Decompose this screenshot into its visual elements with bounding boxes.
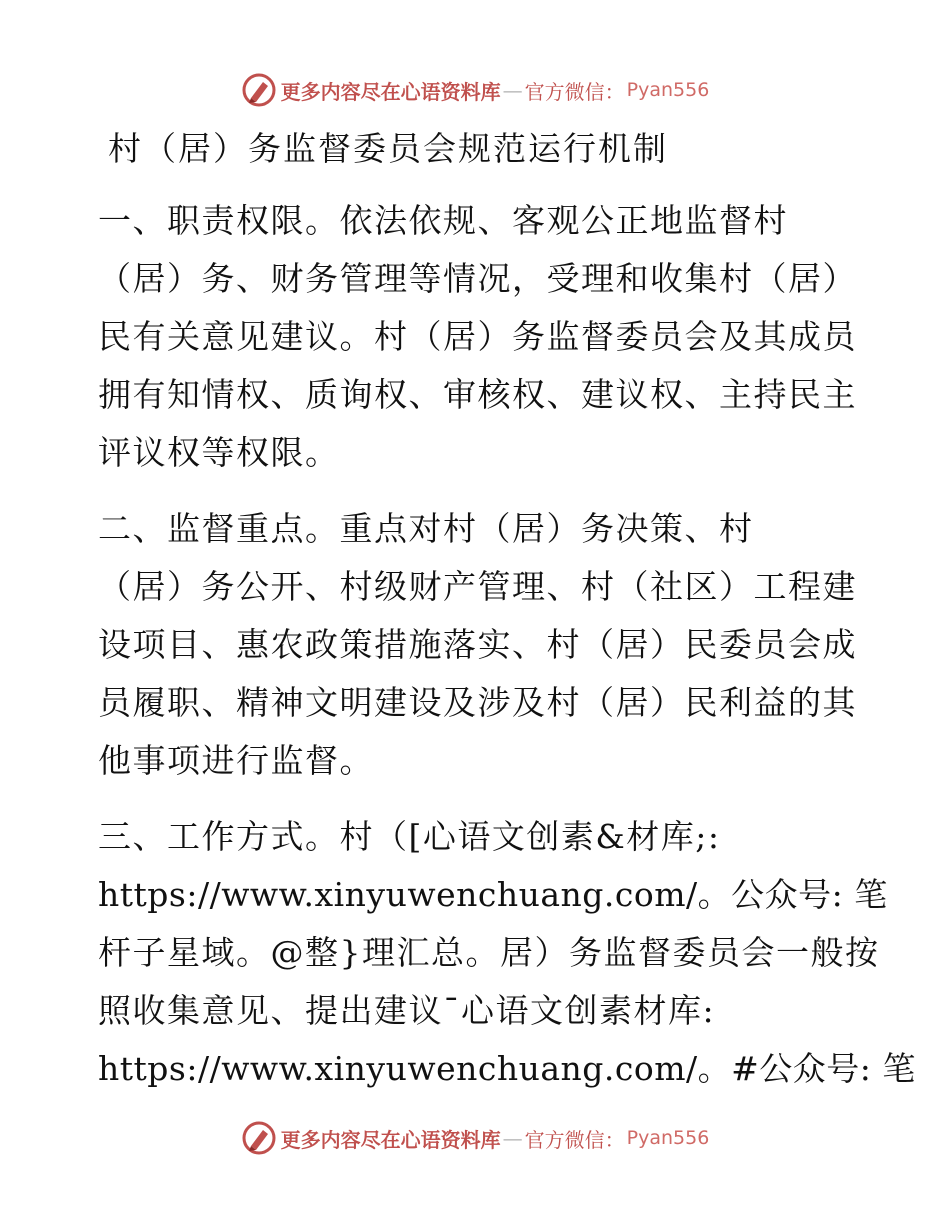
- wechat-account: Pyan556: [626, 79, 710, 101]
- body-line: 民有关意见建议。村（居）务监督委员会及其成员: [98, 317, 857, 356]
- body-line: 照收集意见、提出建议¯心语文创素材库:: [98, 991, 716, 1030]
- body-line: 设项目、惠农政策措施落实、村（居）民委员会成: [98, 625, 857, 664]
- body-line: https://www.xinyuwenchuang.com/。公众号: 笔: [98, 875, 888, 914]
- footer-watermark-banner: [0, 1116, 950, 1160]
- wechat-account: Pyan556: [626, 1127, 710, 1149]
- document-title: 村（居）务监督委员会规范运行机制: [108, 129, 668, 168]
- banner-dash: —: [502, 78, 523, 102]
- body-line: （居）务、财务管理等情况，受理和收集村（居）: [98, 259, 857, 298]
- pen-logo-icon: [241, 1120, 277, 1156]
- header-watermark-banner: [0, 68, 950, 112]
- body-line: 拥有知情权、质询权、审核权、建议权、主持民主: [98, 375, 857, 414]
- wechat-label: 官方微信：: [524, 1127, 625, 1152]
- body-line: 评议权等权限。: [98, 433, 340, 472]
- body-line: 员履职、精神文明建设及涉及村（居）民利益的其: [98, 683, 857, 722]
- pen-logo-icon: [241, 72, 277, 108]
- body-line: 三、工作方式。村（[心语文创素&材库;:: [98, 817, 721, 856]
- body-line: 二、监督重点。重点对村（居）务决策、村: [98, 509, 754, 548]
- body-line: https://www.xinyuwenchuang.com/。#公众号: 笔: [98, 1049, 916, 1088]
- body-line: 杆子星域。@整}理汇总。居）务监督委员会一般按: [98, 933, 880, 972]
- body-line: 他事项进行监督。: [98, 741, 374, 780]
- body-line: （居）务公开、村级财产管理、村（社区）工程建: [98, 567, 857, 606]
- brand-text: 更多内容尽在心语资料库: [280, 1127, 501, 1152]
- banner-dash: —: [502, 1126, 523, 1150]
- body-line: 一、职责权限。依法依规、客观公正地监督村: [98, 201, 788, 240]
- brand-text: 更多内容尽在心语资料库: [280, 79, 501, 104]
- wechat-label: 官方微信：: [524, 79, 625, 104]
